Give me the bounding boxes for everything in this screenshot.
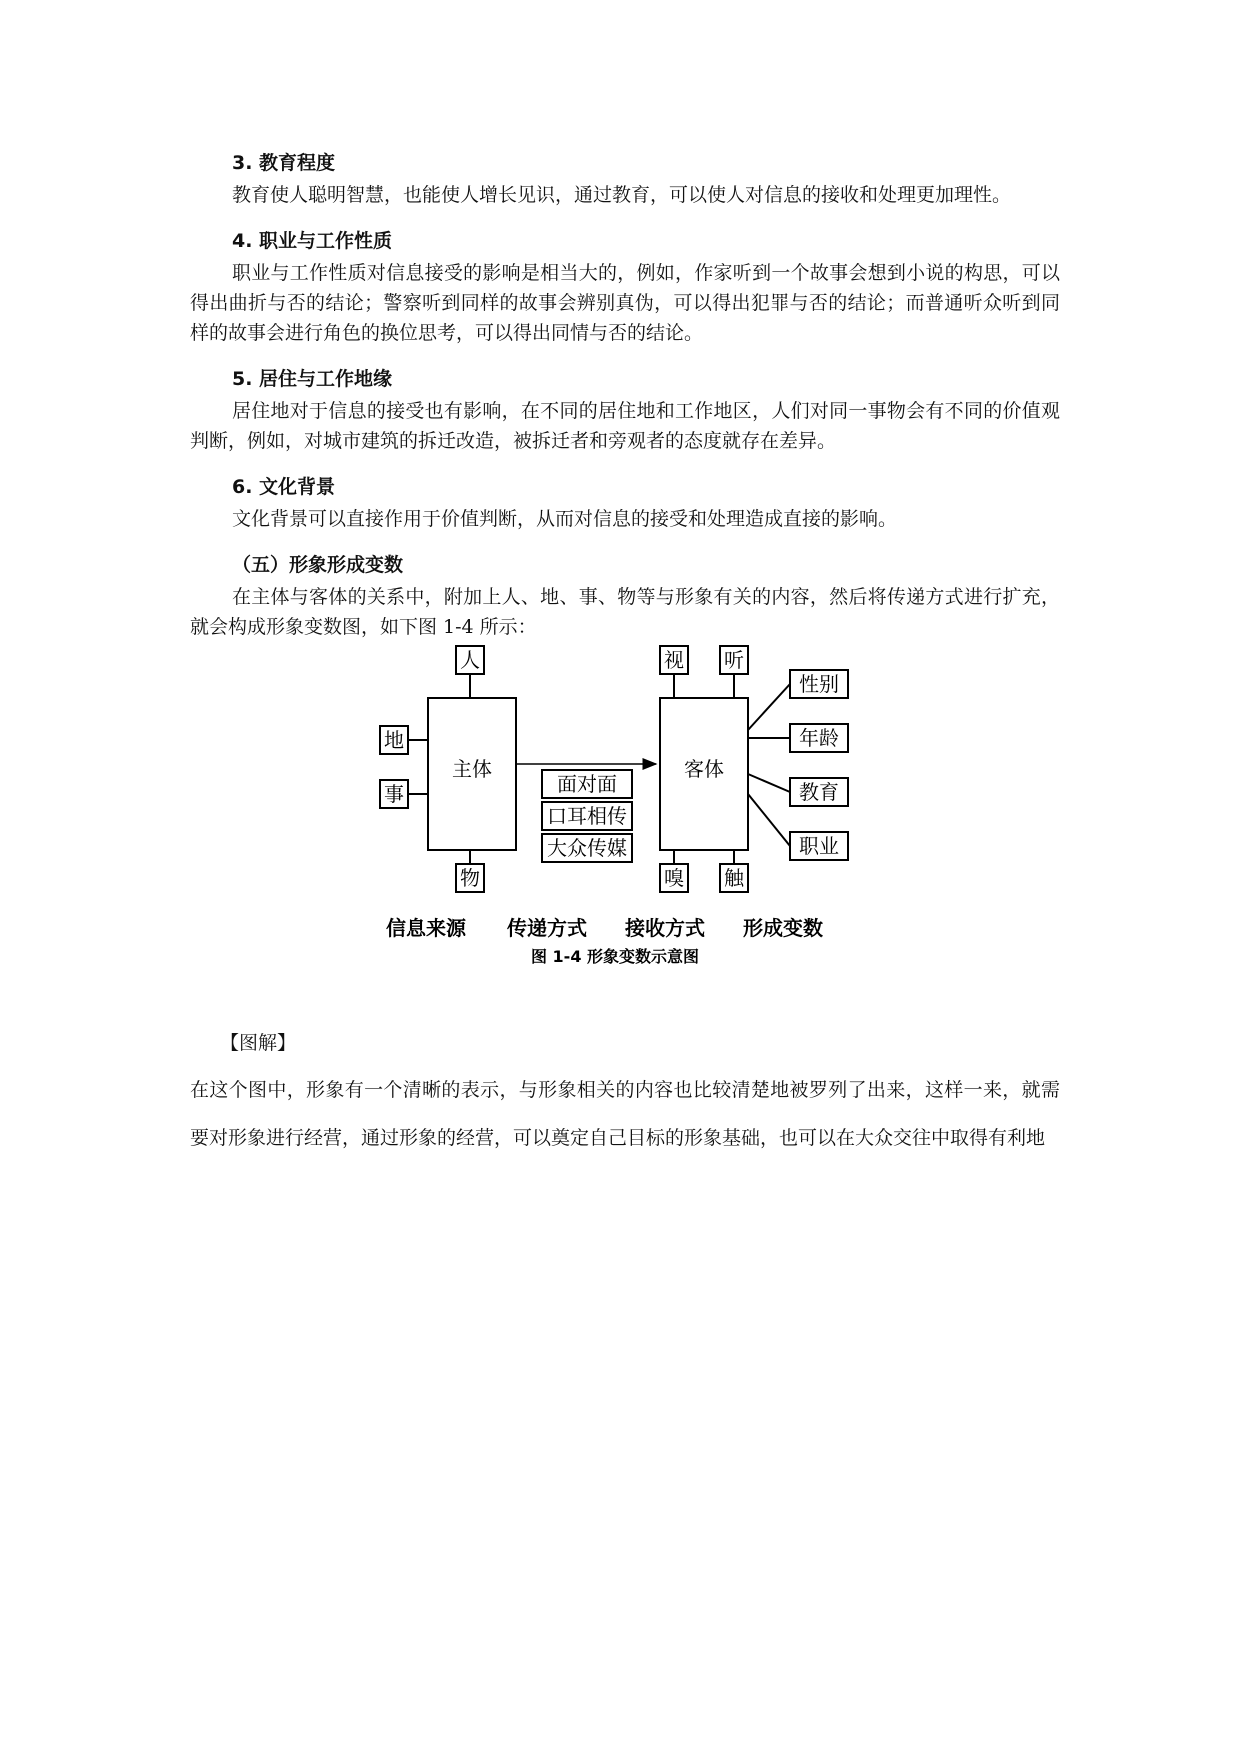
attribute-label-education: 教育 — [799, 780, 839, 804]
section-heading: 4. 职业与工作性质 — [232, 230, 393, 252]
bottom-label-transmission: 传递方式 — [507, 916, 587, 940]
section-residence — [190, 366, 1060, 456]
section-heading: （五）形象形成变数 — [232, 554, 404, 576]
illustration-note-paragraph: 在这个图中，形象有一个清晰的表示，与形象相关的内容也比较清楚地被罗列了出来，这样一来，就需要对形象进行经营，通过形象的经营，可以奠定自己目标的形象基础，也可以在大众交往中取得有利地 — [190, 1079, 1060, 1149]
figure-caption: 图 1-4 形象变数示意图 — [530, 947, 700, 966]
sense-label-sight: 视 — [664, 648, 684, 672]
source-label-person: 人 — [460, 648, 480, 672]
bottom-label-variables: 形成变数 — [743, 916, 823, 940]
sense-label-hearing: 听 — [724, 648, 744, 672]
bottom-label-source: 信息来源 — [386, 916, 466, 940]
section-paragraph: 教育使人聪明智慧，也能使人增长见识，通过教育，可以使人对信息的接收和处理更加理性。 — [232, 184, 1012, 206]
image-variables-diagram — [190, 644, 1060, 1004]
illustration-note-title: 【图解】 — [220, 1032, 297, 1054]
bottom-label-reception: 接收方式 — [625, 916, 705, 940]
subject-label: 主体 — [452, 757, 492, 781]
section-education — [190, 150, 1060, 210]
source-label-thing: 物 — [460, 866, 480, 890]
section-culture — [190, 474, 1060, 534]
source-label-event: 事 — [384, 782, 404, 806]
diagram-svg — [190, 644, 1060, 1004]
sense-label-touch: 触 — [724, 866, 744, 890]
sense-label-smell: 嗅 — [664, 866, 684, 890]
channel-label-word-of-mouth: 口耳相传 — [547, 804, 627, 828]
section-heading: 3. 教育程度 — [232, 152, 336, 174]
document-content — [190, 150, 1060, 1162]
section-paragraph: 居住地对于信息的接受也有影响，在不同的居住地和工作地区，人们对同一事物会有不同的价值观判断，例如，对城市建筑的拆迁改造，被拆迁者和旁观者的态度就存在差异。 — [190, 400, 1060, 452]
attribute-label-age: 年龄 — [799, 726, 839, 750]
channel-label-face-to-face: 面对面 — [557, 772, 617, 796]
section-paragraph: 在主体与客体的关系中，附加上人、地、事、物等与形象有关的内容，然后将传递方式进行扩充，就会构成形象变数图，如下图 1-4 所示： — [190, 586, 1060, 638]
attribute-label-occupation: 职业 — [799, 834, 839, 858]
channel-label-mass-media: 大众传媒 — [547, 836, 627, 860]
section-heading: 6. 文化背景 — [232, 476, 336, 498]
section-image-variables — [190, 552, 1060, 642]
section-occupation — [190, 228, 1060, 348]
section-paragraph: 职业与工作性质对信息接受的影响是相当大的，例如，作家听到一个故事会想到小说的构思，可以得出曲折与否的结论；警察听到同样的故事会辨别真伪，可以得出犯罪与否的结论；而普通听众听到同样的故事会进行角色的换位思考，可以得出同情与否的结论。 — [190, 262, 1060, 344]
attribute-label-gender: 性别 — [799, 672, 839, 696]
section-paragraph: 文化背景可以直接作用于价值判断，从而对信息的接受和处理造成直接的影响。 — [232, 508, 898, 530]
object-label: 客体 — [684, 757, 724, 781]
section-heading: 5. 居住与工作地缘 — [232, 368, 393, 390]
source-label-place: 地 — [384, 728, 404, 752]
